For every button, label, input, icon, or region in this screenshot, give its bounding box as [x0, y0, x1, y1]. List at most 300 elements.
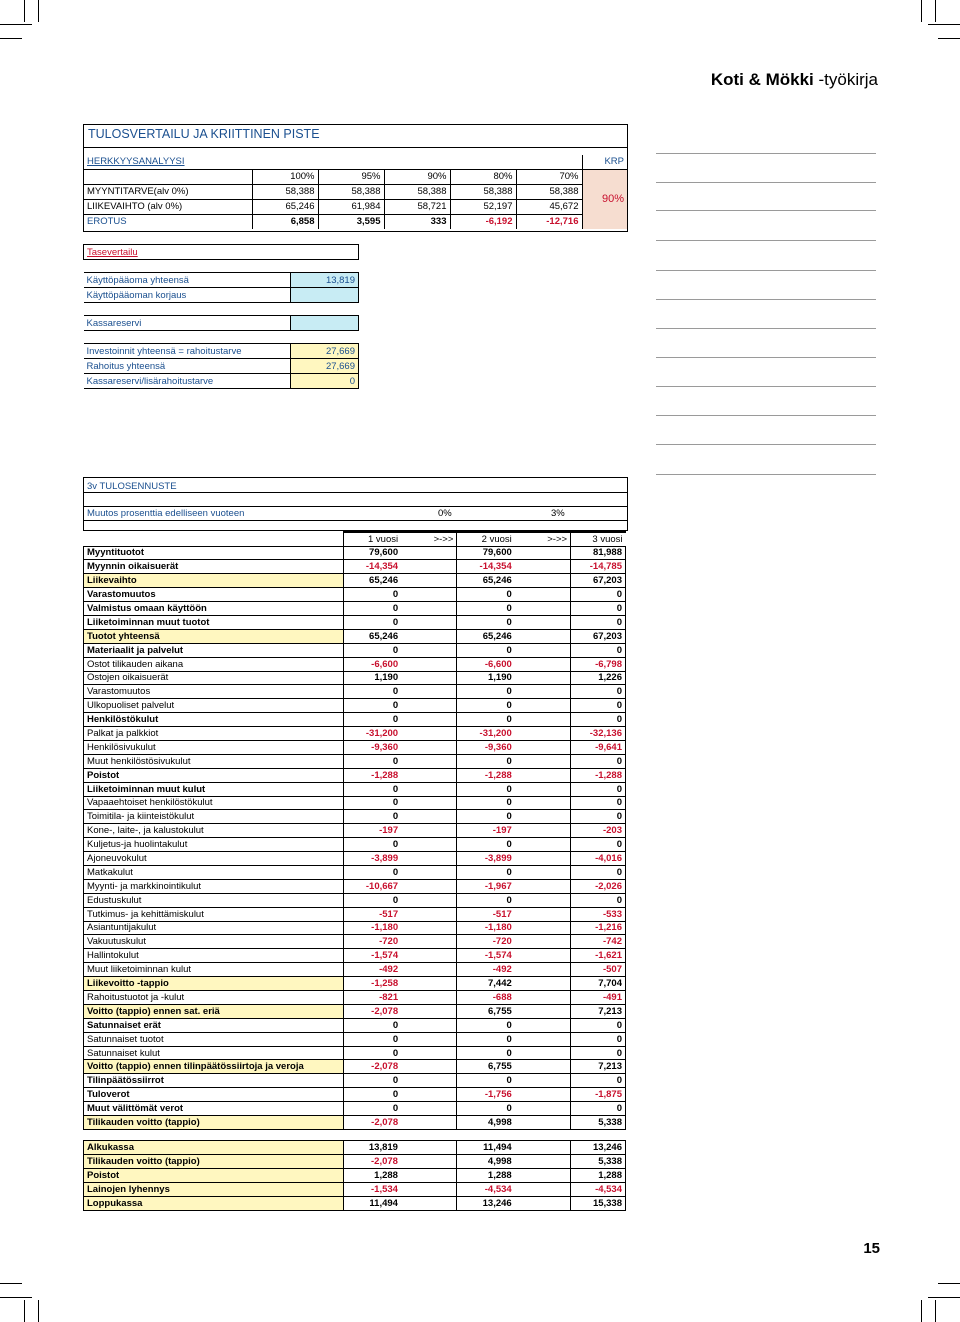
arrow-spacer	[515, 574, 571, 588]
arrow-spacer	[401, 1060, 457, 1074]
cash-table	[83, 1140, 626, 1211]
arrow-spacer	[401, 740, 457, 754]
forecast-row-label: Myynnin oikaisuerät	[84, 560, 344, 574]
arrow-spacer	[401, 879, 457, 893]
note-line	[656, 240, 876, 241]
page-number: 15	[863, 1240, 880, 1257]
crop-mark	[938, 1283, 960, 1284]
forecast-value: 0	[457, 838, 515, 852]
forecast-value: 1,226	[571, 671, 626, 685]
arrow-spacer	[401, 768, 457, 782]
balance-row-value: 27,669	[291, 344, 359, 359]
arrow-spacer	[401, 685, 457, 699]
arrow-spacer	[515, 629, 571, 643]
cash-value: 1,288	[457, 1169, 515, 1183]
note-line	[656, 182, 876, 183]
sensitivity-value: 6,858	[252, 214, 318, 229]
forecast-row-label: Myynti- ja markkinointikulut	[84, 879, 344, 893]
sensitivity-table	[84, 155, 627, 229]
forecast-value: 0	[457, 588, 515, 602]
forecast-value: 0	[457, 643, 515, 657]
cash-value: -4,534	[571, 1183, 626, 1197]
cash-value: 13,246	[571, 1141, 626, 1155]
forecast-value: 0	[457, 796, 515, 810]
arrow-spacer	[515, 921, 571, 935]
arrow-spacer	[515, 1088, 571, 1102]
cash-row-label: Poistot	[84, 1169, 344, 1183]
cash-value: 13,246	[457, 1197, 515, 1211]
crop-mark	[921, 1300, 922, 1322]
balance-row-label: Käyttöpääoman korjaus	[84, 288, 291, 303]
arrow-spacer	[401, 1183, 457, 1197]
forecast-value: 65,246	[343, 629, 401, 643]
arrow-spacer	[401, 1155, 457, 1169]
forecast-value: 0	[343, 1102, 401, 1116]
forecast-row-label: Tuotot yhteensä	[84, 629, 344, 643]
crop-mark	[921, 0, 922, 22]
forecast-value: 0	[457, 602, 515, 616]
arrow-spacer	[515, 685, 571, 699]
arrow-spacer	[401, 1018, 457, 1032]
note-line	[656, 386, 876, 387]
forecast-value: 0	[457, 699, 515, 713]
sensitivity-value: 58,721	[384, 199, 450, 214]
krp-value: 90%	[582, 169, 627, 229]
forecast-row-label: Asiantuntijakulut	[84, 921, 344, 935]
forecast-value: -203	[571, 824, 626, 838]
arrow-spacer	[401, 629, 457, 643]
arrow-spacer	[401, 602, 457, 616]
forecast-value: 0	[571, 643, 626, 657]
balance-label: Tasevertailu	[84, 245, 359, 260]
forecast-value: -1,288	[457, 768, 515, 782]
balance-row-label: Rahoitus yhteensä	[84, 359, 291, 374]
forecast-row-label: Satunnaiset tuotot	[84, 1032, 344, 1046]
sensitivity-value: 61,984	[318, 199, 384, 214]
arrow-spacer	[515, 865, 571, 879]
arrow-spacer	[515, 643, 571, 657]
balance-row-value	[291, 288, 359, 303]
arrow-spacer	[401, 893, 457, 907]
forecast-value: 0	[457, 1018, 515, 1032]
arrow-spacer	[515, 1197, 571, 1211]
forecast-value: 0	[571, 893, 626, 907]
arrow-spacer	[401, 1141, 457, 1155]
forecast-value: -1,574	[343, 949, 401, 963]
forecast-value: 0	[571, 782, 626, 796]
balance-row-value: 0	[291, 374, 359, 389]
forecast-row-label: Poistot	[84, 768, 344, 782]
crop-mark	[938, 38, 960, 39]
forecast-value: -742	[571, 935, 626, 949]
forecast-value: -1,216	[571, 921, 626, 935]
arrow-spacer	[515, 1018, 571, 1032]
arrow-spacer	[401, 838, 457, 852]
crop-mark	[38, 1300, 39, 1322]
forecast-value: 0	[571, 713, 626, 727]
forecast-row-label: Muut liiketoiminnan kulut	[84, 963, 344, 977]
arrow-spacer	[401, 713, 457, 727]
forecast-value: 0	[571, 838, 626, 852]
forecast-value: 7,213	[571, 1060, 626, 1074]
arrow-spacer	[515, 699, 571, 713]
forecast-row-label: Liikevoitto -tappio	[84, 977, 344, 991]
arrow-spacer	[515, 1141, 571, 1155]
crop-mark	[935, 1300, 936, 1322]
forecast-row-label: Voitto (tappio) ennen sat. eriä	[84, 1004, 344, 1018]
sensitivity-label: HERKKYYSANALYYSI	[87, 156, 185, 168]
forecast-value: -492	[343, 963, 401, 977]
sensitivity-value: 3,595	[318, 214, 384, 229]
crop-mark	[24, 1300, 25, 1322]
note-line	[656, 210, 876, 211]
forecast-value: 0	[343, 588, 401, 602]
forecast-value: -1,621	[571, 949, 626, 963]
arrow-spacer	[401, 1074, 457, 1088]
arrow-spacer	[515, 1004, 571, 1018]
forecast-value: 0	[571, 699, 626, 713]
arrow-spacer	[515, 602, 571, 616]
header-suffix: -työkirja	[813, 70, 878, 89]
forecast-value: 0	[571, 588, 626, 602]
arrow-spacer	[401, 907, 457, 921]
note-line	[656, 299, 876, 300]
forecast-value: -533	[571, 907, 626, 921]
arrow-spacer	[515, 740, 571, 754]
forecast-value: -14,354	[343, 560, 401, 574]
arrow-spacer	[515, 754, 571, 768]
forecast-value: 0	[457, 1102, 515, 1116]
forecast-value: 0	[457, 1074, 515, 1088]
forecast-row-label: Hallintokulut	[84, 949, 344, 963]
forecast-value: 0	[571, 1102, 626, 1116]
forecast-row-label: Satunnaiset erät	[84, 1018, 344, 1032]
forecast-value: 67,203	[571, 629, 626, 643]
note-line	[656, 328, 876, 329]
forecast-value: 79,600	[343, 546, 401, 560]
arrow-spacer	[401, 977, 457, 991]
cash-row-label: Alkukassa	[84, 1141, 344, 1155]
forecast-row-label: Voitto (tappio) ennen tilinpäätössiirtoja ja veroja	[84, 1060, 344, 1074]
arrow-spacer	[401, 796, 457, 810]
balance-row-value: 27,669	[291, 359, 359, 374]
balance-row-label: Investoinnit yhteensä = rahoitustarve	[84, 344, 291, 359]
arrow-spacer	[515, 977, 571, 991]
balance-table	[83, 244, 359, 389]
forecast-value: 0	[343, 865, 401, 879]
column-header: 3 vuosi	[571, 532, 626, 546]
forecast-row-label: Valmistus omaan käyttöön	[84, 602, 344, 616]
sensitivity-value: -12,716	[516, 214, 582, 229]
forecast-value: -720	[343, 935, 401, 949]
forecast-value: 0	[457, 754, 515, 768]
forecast-value: 0	[571, 796, 626, 810]
arrow-spacer	[515, 1074, 571, 1088]
forecast-value: -1,756	[457, 1088, 515, 1102]
forecast-value: 0	[457, 713, 515, 727]
forecast-row-label: Kone-, laite-, ja kalustokulut	[84, 824, 344, 838]
arrow-spacer	[515, 935, 571, 949]
arrow-spacer	[515, 560, 571, 574]
arrow-spacer	[515, 796, 571, 810]
forecast-row-label: Tilinpäätössiirrot	[84, 1074, 344, 1088]
sensitivity-value: 58,388	[318, 184, 384, 199]
forecast-row-label: Satunnaiset kulut	[84, 1046, 344, 1060]
arrow-spacer	[515, 893, 571, 907]
forecast-row-label: Ostot tilikauden aikana	[84, 657, 344, 671]
arrow-spacer	[401, 1197, 457, 1211]
cash-value: -1,534	[343, 1183, 401, 1197]
forecast-value: 0	[343, 810, 401, 824]
note-line	[656, 474, 876, 475]
cash-value: 11,494	[343, 1197, 401, 1211]
arrow-spacer	[401, 546, 457, 560]
arrow-spacer	[515, 768, 571, 782]
forecast-value: -1,967	[457, 879, 515, 893]
forecast-row-label: Muut välittömät verot	[84, 1102, 344, 1116]
arrow-spacer	[401, 574, 457, 588]
forecast-row-label: Henkilösivukulut	[84, 740, 344, 754]
forecast-value: -3,899	[343, 852, 401, 866]
percent-header: 100%	[252, 169, 318, 184]
forecast-value: 0	[571, 615, 626, 629]
arrow-spacer	[401, 699, 457, 713]
arrow-spacer	[515, 1169, 571, 1183]
crop-mark	[928, 1297, 960, 1298]
arrow-spacer	[401, 560, 457, 574]
forecast-value: 0	[571, 1032, 626, 1046]
change-value-1: 0%	[438, 508, 452, 519]
forecast-value: 4,998	[457, 1116, 515, 1130]
forecast-row-label: Tilikauden voitto (tappio)	[84, 1116, 344, 1130]
percent-header: 80%	[450, 169, 516, 184]
forecast-header-box	[83, 477, 628, 531]
column-header: 2 vuosi	[457, 532, 515, 546]
forecast-value: 0	[571, 685, 626, 699]
forecast-value: 0	[571, 1074, 626, 1088]
crop-mark	[928, 24, 960, 25]
arrow-spacer	[401, 1102, 457, 1116]
forecast-value: 0	[343, 1046, 401, 1060]
cash-value: 15,338	[571, 1197, 626, 1211]
forecast-value: -2,078	[343, 1060, 401, 1074]
column-header: 1 vuosi	[343, 532, 401, 546]
forecast-value: 79,600	[457, 546, 515, 560]
forecast-value: 0	[571, 602, 626, 616]
forecast-value: 0	[457, 615, 515, 629]
forecast-value: 0	[457, 685, 515, 699]
arrow-spacer	[515, 852, 571, 866]
cash-value: -2,078	[343, 1155, 401, 1169]
forecast-value: 0	[457, 865, 515, 879]
forecast-row-label: Myyntituotot	[84, 546, 344, 560]
sensitivity-value: 58,388	[252, 184, 318, 199]
cash-row-label: Loppukassa	[84, 1197, 344, 1211]
forecast-row-label: Ajoneuvokulut	[84, 852, 344, 866]
arrow-spacer	[401, 824, 457, 838]
forecast-value: 0	[343, 1088, 401, 1102]
arrow-spacer	[515, 588, 571, 602]
crop-mark	[38, 0, 39, 22]
forecast-value: 0	[343, 1018, 401, 1032]
column-header: >->>	[401, 532, 457, 546]
sensitivity-value: 58,388	[450, 184, 516, 199]
arrow-spacer	[401, 588, 457, 602]
sensitivity-value: 65,246	[252, 199, 318, 214]
forecast-value: 0	[343, 699, 401, 713]
cash-value: 1,288	[343, 1169, 401, 1183]
forecast-row-label: Matkakulut	[84, 865, 344, 879]
forecast-value: 65,246	[343, 574, 401, 588]
arrow-spacer	[515, 824, 571, 838]
forecast-row-label: Tuloverot	[84, 1088, 344, 1102]
forecast-value: 0	[457, 782, 515, 796]
forecast-row-label: Muut henkilöstösivukulut	[84, 754, 344, 768]
sensitivity-value: 58,388	[516, 184, 582, 199]
forecast-value: 0	[343, 838, 401, 852]
forecast-value: -197	[343, 824, 401, 838]
arrow-spacer	[401, 1032, 457, 1046]
cash-row-label: Tilikauden voitto (tappio)	[84, 1155, 344, 1169]
forecast-value: -197	[457, 824, 515, 838]
page-header	[711, 70, 878, 90]
forecast-row-label: Varastomuutos	[84, 685, 344, 699]
cash-row-label: Lainojen lyhennys	[84, 1183, 344, 1197]
arrow-spacer	[515, 615, 571, 629]
sensitivity-value: -6,192	[450, 214, 516, 229]
crop-mark	[0, 38, 22, 39]
forecast-value: -9,360	[457, 740, 515, 754]
forecast-value: 0	[343, 713, 401, 727]
sensitivity-value: 333	[384, 214, 450, 229]
forecast-table	[83, 531, 626, 1134]
forecast-row-label: Ostojen oikaisuerät	[84, 671, 344, 685]
arrow-spacer	[401, 1088, 457, 1102]
forecast-row-label: Rahoitustuotot ja -kulut	[84, 991, 344, 1005]
forecast-value: 0	[571, 865, 626, 879]
arrow-spacer	[515, 671, 571, 685]
arrow-spacer	[401, 754, 457, 768]
forecast-value: -31,200	[457, 727, 515, 741]
forecast-row-label: Ulkopuoliset palvelut	[84, 699, 344, 713]
forecast-value: -6,600	[343, 657, 401, 671]
arrow-spacer	[401, 1116, 457, 1130]
forecast-value: -2,026	[571, 879, 626, 893]
note-line	[656, 357, 876, 358]
page-title: TULOSVERTAILU JA KRIITTINEN PISTE	[88, 127, 320, 141]
arrow-spacer	[515, 713, 571, 727]
forecast-row-label: Liiketoiminnan muut kulut	[84, 782, 344, 796]
arrow-spacer	[515, 879, 571, 893]
forecast-row-label: Materiaalit ja palvelut	[84, 643, 344, 657]
forecast-value: -507	[571, 963, 626, 977]
forecast-value: 0	[343, 782, 401, 796]
forecast-row-label: Palkat ja palkkiot	[84, 727, 344, 741]
column-header: >->>	[515, 532, 571, 546]
forecast-value: 0	[457, 893, 515, 907]
percent-header: 90%	[384, 169, 450, 184]
arrow-spacer	[515, 1060, 571, 1074]
forecast-value: -6,798	[571, 657, 626, 671]
forecast-row-label: Vapaaehtoiset henkilöstökulut	[84, 796, 344, 810]
forecast-value: 0	[343, 685, 401, 699]
forecast-value: -14,354	[457, 560, 515, 574]
forecast-value: 65,246	[457, 629, 515, 643]
forecast-value: -1,875	[571, 1088, 626, 1102]
sensitivity-value: 52,197	[450, 199, 516, 214]
arrow-spacer	[401, 810, 457, 824]
arrow-spacer	[515, 907, 571, 921]
arrow-spacer	[401, 991, 457, 1005]
balance-row-label: Käyttöpääoma yhteensä	[84, 273, 291, 288]
forecast-value: 0	[457, 1032, 515, 1046]
forecast-row-label: Tutkimus- ja kehittämiskulut	[84, 907, 344, 921]
balance-row-value: 13,819	[291, 273, 359, 288]
forecast-value: -492	[457, 963, 515, 977]
forecast-value: 0	[571, 1018, 626, 1032]
arrow-spacer	[515, 838, 571, 852]
balance-row-value	[291, 316, 359, 331]
forecast-value: 0	[343, 796, 401, 810]
arrow-spacer	[401, 921, 457, 935]
header-brand: Koti & Mökki	[710, 70, 814, 89]
forecast-row-label: Henkilöstökulut	[84, 713, 344, 727]
forecast-row-label: Liiketoiminnan muut tuotot	[84, 615, 344, 629]
forecast-value: -10,667	[343, 879, 401, 893]
forecast-row-label: Varastomuutos	[84, 588, 344, 602]
cash-value: 11,494	[457, 1141, 515, 1155]
forecast-value: -1,288	[571, 768, 626, 782]
forecast-value: -32,136	[571, 727, 626, 741]
crop-mark	[0, 1297, 32, 1298]
forecast-value: -517	[457, 907, 515, 921]
arrow-spacer	[401, 782, 457, 796]
forecast-value: 7,704	[571, 977, 626, 991]
forecast-label: 3v TULOSENNUSTE	[87, 481, 177, 492]
arrow-spacer	[515, 1116, 571, 1130]
percent-header: 70%	[516, 169, 582, 184]
arrow-spacer	[401, 643, 457, 657]
balance-row-label: Kassareservi	[84, 316, 291, 331]
forecast-row-label: Liikevaihto	[84, 574, 344, 588]
forecast-value: -2,078	[343, 1004, 401, 1018]
crop-mark	[0, 1283, 22, 1284]
forecast-value: -6,600	[457, 657, 515, 671]
arrow-spacer	[515, 1183, 571, 1197]
arrow-spacer	[401, 949, 457, 963]
forecast-value: -1,574	[457, 949, 515, 963]
sensitivity-value: 45,672	[516, 199, 582, 214]
forecast-value: -31,200	[343, 727, 401, 741]
change-label: Muutos prosenttia edelliseen vuoteen	[87, 508, 245, 519]
forecast-value: -1,180	[457, 921, 515, 935]
forecast-value: 0	[571, 754, 626, 768]
arrow-spacer	[515, 810, 571, 824]
forecast-value: 0	[457, 1046, 515, 1060]
forecast-row-label: Kuljetus-ja huolintakulut	[84, 838, 344, 852]
forecast-value: -688	[457, 991, 515, 1005]
note-line	[656, 415, 876, 416]
krp-label: KRP	[582, 155, 627, 169]
cash-value: 1,288	[571, 1169, 626, 1183]
arrow-spacer	[515, 727, 571, 741]
forecast-row-label: Edustuskulut	[84, 893, 344, 907]
crop-mark	[0, 24, 32, 25]
arrow-spacer	[401, 1169, 457, 1183]
arrow-spacer	[401, 657, 457, 671]
sensitivity-row-label: LIIKEVAIHTO (alv 0%)	[84, 199, 252, 214]
note-line	[656, 153, 876, 154]
